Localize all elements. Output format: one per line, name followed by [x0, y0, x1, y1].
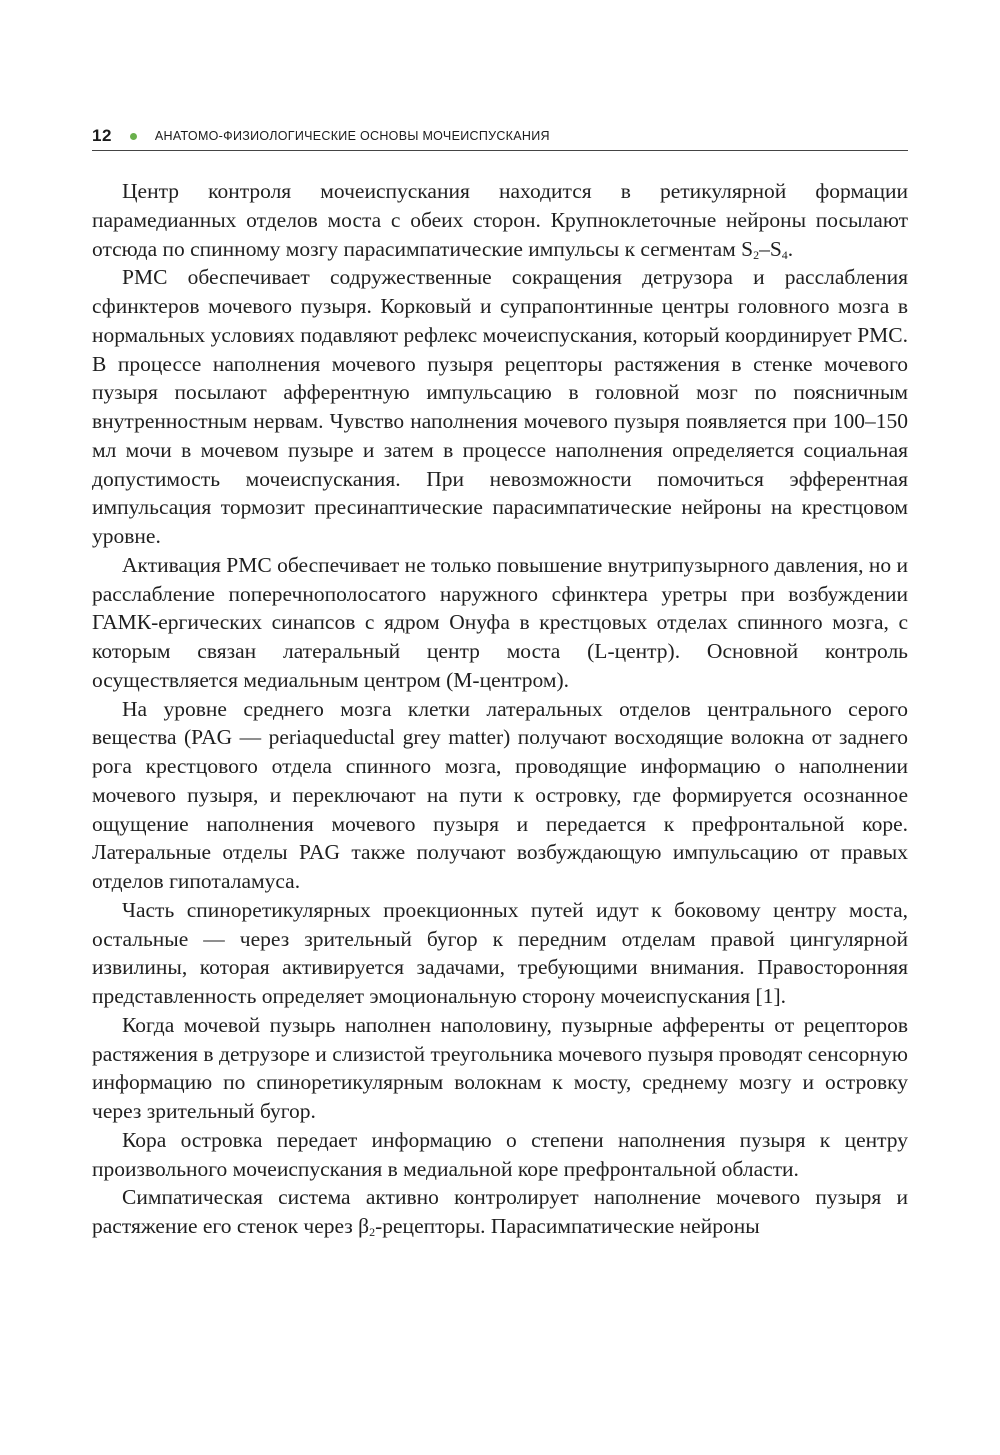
subscript-2: 2	[753, 247, 760, 262]
running-header	[92, 124, 908, 148]
paragraph-8	[92, 1183, 908, 1241]
paragraph-7: Кора островка передает информацию о степени наполнения пузыря к центру произвольного мочеиспускания в медиальной коре префронтальной области.	[92, 1127, 908, 1181]
paragraph-1-mid: –S	[759, 236, 782, 261]
section-title: АНАТОМО-ФИЗИОЛОГИЧЕСКИЕ ОСНОВЫ МОЧЕИСПУСКАНИЯ	[154, 129, 550, 143]
page-number: 12	[92, 126, 112, 145]
paragraph-1-text: Центр контроля мочеиспускания находится в ретикулярной формации парамедианных отделов моста с обеих сторон. Крупноклеточные нейроны посылают отсюда по спинному мозгу парасимпатические импульсы к сегментам S	[92, 179, 908, 261]
body-text	[92, 177, 908, 1241]
subscript-beta-2: 2	[369, 1225, 376, 1239]
paragraph-6: Когда мочевой пузырь наполнен наполовину, пузырные афференты от рецепторов растяжения в детрузоре и слизистой треугольника мочевого пузыря проводят сенсорную информацию по спиноретикулярным волокнам к мосту, среднему мозгу и островку через зрительный бугор.	[92, 1012, 908, 1123]
paragraph-5: Часть спиноретикулярных проекционных путей идут к боковому центру моста, остальные — через зрительный бугор к передним отделам правой цингулярной извилины, которая активируется задачами, требующими внимания. Правосторонняя представленность определяет эмоциональную сторону мочеиспускания [1].	[92, 897, 908, 1008]
subscript-4: 4	[781, 247, 788, 262]
paragraph-8-end: -рецепторы. Парасимпатические нейроны	[375, 1214, 760, 1238]
paragraph-1	[92, 177, 908, 263]
paragraph-2: PMC обеспечивает содружественные сокращения детрузора и расслабления сфинктеров мочевого пузыря. Корковый и супрапонтинные центры головного мозга в нормальных условиях подавляют рефлекс мочеиспускания, который координирует PMC. В процессе наполнения мочевого пузыря рецепторы растяжения в стенке мочевого пузыря посылают афферентную импульсацию в головной мозг по поясничным внутренностным нервам. Чувство наполнения мочевого пузыря появляется при 100–150 мл мочи в мочевом пузыре и затем в процессе наполнения определяется социальная допустимость мочеиспускания. При невозможности помочиться эфферентная импульсация тормозит пресинаптические парасимпатические нейроны на крестцовом уровне.	[92, 265, 908, 548]
paragraph-1-end: .	[787, 236, 794, 261]
paragraph-3: Активация PMC обеспечивает не только повышение внутрипузырного давления, но и расслабление поперечнополосатого наружного сфинктера уретры при возбуждении ГАМК-ергических синапсов с ядром Онуфа в крестцовых отделах спинного мозга, с которым связан латеральный центр моста (L-центр). Основной контроль осуществляется медиальным центром (M-центром).	[92, 552, 908, 692]
paragraph-4: На уровне среднего мозга клетки латеральных отделов центрального серого вещества (PAG — periaqueductal grey matter) получают восходящие волокна от заднего рога крестцового отдела спинного мозга, проводящие информацию о наполнении мочевого пузыря, и переключают на пути к островку, где формируется осознанное ощущение наполнения мочевого пузыря и передается к префронтальной коре. Латеральные отделы PAG также получают возбуждающую импульсацию от правых отделов гипоталамуса.	[92, 696, 908, 893]
header-divider	[92, 150, 908, 151]
header-bullet-icon	[130, 133, 137, 140]
paragraph-8-text: Симпатическая система активно контролирует наполнение мочевого пузыря и растяжение его стенок через β	[92, 1185, 908, 1238]
